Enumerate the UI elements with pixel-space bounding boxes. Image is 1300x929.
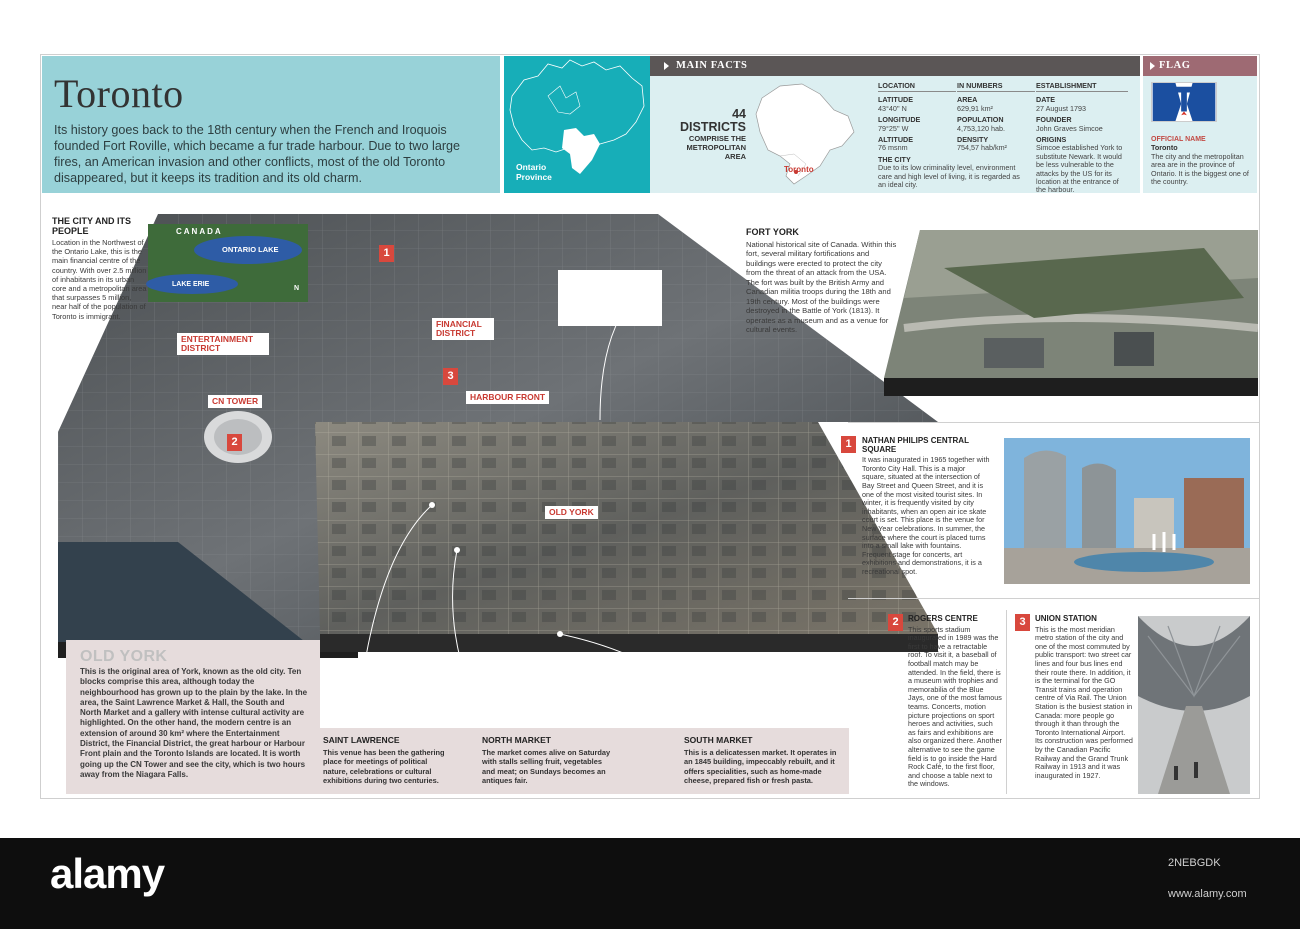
old-york-text: This is the original area of York, known as the old city. Ten blocks comprise this area, although today the neighbourhood has grown up to the plain by the lake. In the area, the Saint Lawrence Market & Hall, the South and North Market and a gallery with intense cultural activity are highlighted. On the other hand, the modern centre is an extension of around 30 km² where the Entertainment District, the Financial District, the great harbour or Harbour Front plain and the Toronto Islands are located. It is worth going up the CN Tower and see the city, which is two hours away from the Niagara Falls. [80, 667, 308, 779]
inset-canada-label: CANADA [176, 227, 223, 236]
section-divider [1006, 610, 1007, 794]
flag-text: OFFICIAL NAME Toronto The city and the metropolitan area are in the province of Ontario. It is the biggest one of the country. [1151, 136, 1249, 187]
nathan-philips-square-photo [1004, 438, 1250, 584]
union-station-note: UNION STATION This is the most meridian metro station of the city and one of the most commuted by public transport: two street car lines and four bus lines end their route there. In addition, it is the terminal for the GO Transit trains and operation centre of Via Rail. The Union Station is the busiest station in Canada: more people go through it than through the Toronto International Airport. Its construction was performed by the Canadian Pacific Railway and the Grand Trunk Railway in 1913 and it was inaugurated in 1927. [1035, 614, 1133, 780]
rogers-number-badge: 2 [888, 614, 903, 631]
districts-callout: 44 DISTRICTS COMPRISE THE METROPOLITAN AREA [680, 107, 746, 161]
intro-text: Its history goes back to the 18th century when the French and Iroquois founded Fort Roville, which became a fur trade harbour. Due to two large fires, an American invasion and other conflicts, most of the old Toronto disappeared, but it keeps its tradition and its old charm. [54, 123, 461, 185]
fort-york-aerial-image [884, 228, 1258, 404]
fort-york-note: FORT YORK National historical site of Canada. Within this fort, several military fortifications and buildings were erected to protect the city from the threat of an attack from the USA. The fort was built by the British Army and Canadian militia troops during the 18th and 19th century. Most of the buildings were destroyed in the Battle of York (1813). It operates as a museum and as a venue for cultural events. [746, 227, 897, 334]
tag-old-york: OLD YORK [545, 506, 598, 519]
city-people-note: THE CITY AND ITS PEOPLE Location in the Northwest of the Ontario Lake, this is the main financial centre of the country. With over 2.5 million of inhabitants in its urban core and a metropolitan area that surpasses 5 million, near half of the population of Toronto is immigrant. [52, 216, 147, 321]
footer-logo: alamy [50, 850, 165, 897]
union-number-badge: 3 [1015, 614, 1030, 631]
main-facts-bar: MAIN FACTS [650, 56, 1140, 76]
province-label: Ontario Province [516, 162, 552, 182]
footer-image-id: 2NEBGDK [1168, 857, 1221, 869]
rogers-centre-note: ROGERS CENTRE This sports stadium inaugurated in 1989 was the first to have a retractable roof. To visit it, a baseball of football match may be attended. In the field, there is a museum with trophies and memorabilia of the Blue Jays, one of the most famous teams. Concerts, motion picture projections on sport heroes and activities, such as fairs and exhibitions are also organized there. Another alternative to see the game field is to go inside the Hard Rock Café, to the first floor, and choose a table next to the windows. [908, 614, 1002, 789]
flag-bar: FLAG [1143, 56, 1257, 76]
tag-financial-district: FINANCIAL DISTRICT [432, 318, 494, 340]
saint-lawrence-note: SAINT LAWRENCE This venue has been the gathering place for meetings of political nature, celebrations or cultural exhibitions during two centuries. [323, 735, 445, 785]
old-york-title: OLD YORK [80, 648, 168, 665]
marker-1: 1 [379, 245, 394, 262]
section-divider [848, 598, 1260, 599]
section-divider [848, 422, 1260, 423]
marker-3: 3 [443, 368, 458, 385]
inset-lake-erie-label: LAKE ERIE [172, 281, 210, 288]
toronto-map-label: Toronto [784, 165, 814, 174]
south-market-note: SOUTH MARKET This is a delicatessen market. It operates in an 1845 building, impeccably rebuilt, and it offers specialities, such as home-made cheese, prepared fish or fresh pasta. [684, 735, 837, 785]
tag-entertainment-district: ENTERTAINMENT DISTRICT [177, 333, 269, 355]
numbers-column: IN NUMBERS AREA 629,91 km² POPULATION 4,753,120 hab. DENSITY 754,57 hab/km² [957, 82, 1035, 153]
page-title: Toronto [54, 71, 184, 116]
tag-cn-tower: CN TOWER [208, 395, 262, 408]
inset-ontario-lake-label: ONTARIO LAKE [222, 245, 279, 254]
location-column: LOCATION LATITUDE 43°40'' N LONGITUDE 79°25'' W ALTITUDE 76 msnm THE CITY Due to its low criminality level, environment care and high level of living, it is regarded as an ideal city. [878, 81, 1020, 190]
establishment-column: ESTABLISHMENT DATE 27 August 1793 FOUNDER John Graves Simcoe ORIGINS Simcoe established York to substitute Newark. It would be less vulnerable to the attacks by the US for its location at the entrance of the harbour. [1036, 82, 1128, 195]
footer-url[interactable]: www.alamy.com [1168, 888, 1247, 900]
tag-harbour-front: HARBOUR FRONT [466, 391, 549, 404]
nathan-number-badge: 1 [841, 436, 856, 453]
north-market-note: NORTH MARKET The market comes alive on Saturday with stalls selling fruit, vegetables and meat; on Sundays becomes an antiques fair. [482, 735, 611, 785]
north-arrow-icon: N [294, 285, 300, 292]
footer-bar [0, 838, 1300, 929]
union-station-photo [1138, 616, 1250, 794]
marker-2: 2 [227, 434, 242, 451]
nathan-philips-note: NATHAN PHILIPS CENTRAL SQUARE It was inaugurated in 1965 together with Toronto City Hall. This is a major square, situated at the intersection of Bay Street and Queen Street, and it is one of the most visited tourist sites. In winter, it is frequently visited by city inhabitants, when an open air ice skate court is set. This place is the venue for New Year celebrations. In summer, the surface where the court is placed turns into a small lake with fountains. Frequent stage for concerts, art exhibitions and demonstrations, it is a recreational spot. [862, 436, 990, 576]
